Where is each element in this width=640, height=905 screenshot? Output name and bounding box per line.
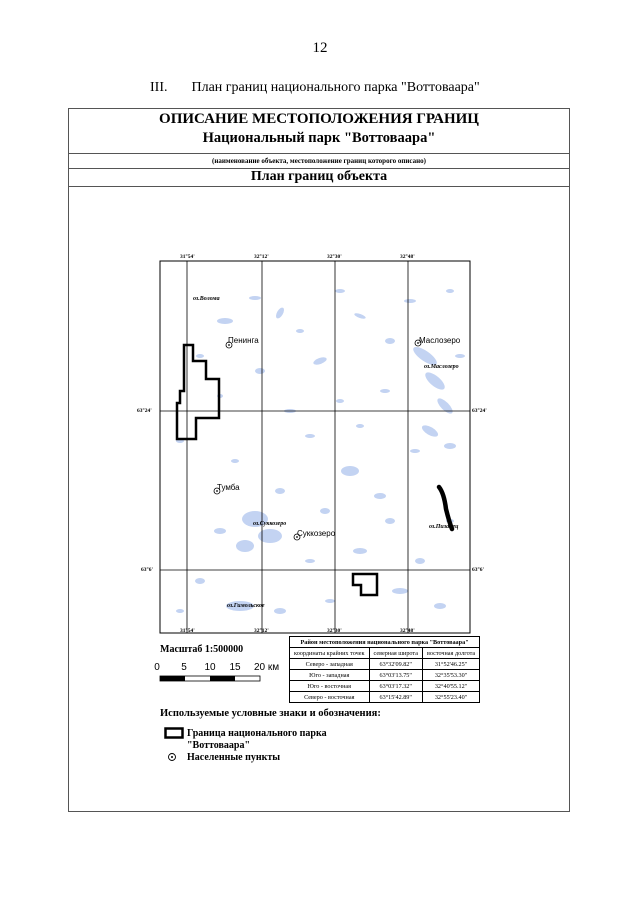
lat-tick-right: 63°24': [472, 408, 487, 414]
plan-title: План границ объекта: [250, 169, 388, 184]
lat-tick-left: 63°24': [137, 408, 152, 414]
table-row: [290, 659, 480, 670]
lake-label: оз.Гимольское: [227, 603, 265, 609]
lake-label: оз.Суккозеро: [253, 521, 287, 527]
lon-tick-bottom: 31°54': [180, 628, 195, 634]
map-frame: [160, 261, 470, 633]
coordinates-table: [289, 636, 480, 703]
table-header: восточная долгота: [422, 648, 479, 659]
boundary-legend-line: Граница национального парка: [187, 728, 327, 739]
legend-title: Используемые условные знаки и обозначения:: [160, 708, 381, 719]
lat-tick-right: 63°6': [472, 567, 484, 573]
table-cell: Юго - восточная: [290, 681, 370, 692]
boundary-legend-label: [187, 728, 327, 752]
scale-bar: [150, 656, 280, 688]
lake-label: оз.Волома: [193, 296, 220, 302]
table-cell: 32°55'23.40": [422, 692, 479, 703]
section-number: III.: [150, 80, 168, 95]
lon-tick-bottom: 32°12': [254, 628, 269, 634]
table-cell: 32°40'55.12": [422, 681, 479, 692]
table-cell: Северо - западная: [290, 659, 370, 670]
header-title: ОПИСАНИЕ МЕСТОПОЛОЖЕНИЯ ГРАНИЦ: [159, 111, 479, 127]
scale-label: 0: [154, 662, 160, 673]
table-cell: 31°52'46.25": [422, 659, 479, 670]
table-row: [290, 681, 480, 692]
scale-label: 15: [229, 662, 241, 673]
lon-tick-top: 31°54': [180, 254, 195, 260]
divider: [69, 186, 569, 187]
settlement-legend-icon: [167, 752, 177, 762]
lon-tick-top: 32°30': [327, 254, 342, 260]
scale-label: 20 км: [254, 662, 280, 673]
object-caption: (наименование объекта, местоположение границ которого описано): [212, 157, 426, 165]
table-caption: Район местоположения национального парка "Воттоваара": [290, 637, 480, 648]
settlement-legend-label: Населенные пункты: [187, 752, 281, 763]
lon-tick-top: 32°12': [254, 254, 269, 260]
table-cell: 63°32'09.82": [369, 659, 422, 670]
boundary-map: [160, 254, 470, 636]
table-row: [290, 670, 480, 681]
table-cell: 63°15'42.89": [369, 692, 422, 703]
scale-title: Масштаб 1:500000: [160, 644, 244, 655]
settlement-label: Маслозеро: [419, 336, 461, 345]
lon-tick-bottom: 32°30': [327, 628, 342, 634]
lon-tick-bottom: 32°48': [400, 628, 415, 634]
lake-label: оз.Пизанец: [429, 524, 459, 530]
object-name: Национальный парк "Воттоваара": [202, 130, 436, 146]
table-cell: 63°03'13.75": [369, 670, 422, 681]
page-number: 12: [312, 40, 328, 56]
section-title-text: План границ национального парка "Воттоваара": [191, 80, 480, 95]
table-header: координаты крайних точек: [290, 648, 370, 659]
scale-label: 5: [181, 662, 187, 673]
lake-label: оз.Маслозеро: [424, 364, 459, 370]
scale-label: 10: [204, 662, 216, 673]
settlement-label: Пенинга: [228, 336, 259, 345]
table-cell: 63°03'17.32": [369, 681, 422, 692]
table-cell: 32°35'53.30": [422, 670, 479, 681]
section-title: [150, 80, 480, 96]
lon-tick-top: 32°48': [400, 254, 415, 260]
table-cell: Юго - западная: [290, 670, 370, 681]
boundary-legend-line: "Воттоваара": [187, 740, 251, 751]
boundary-legend-icon: [164, 727, 184, 739]
table-row: [290, 692, 480, 703]
divider: [69, 153, 569, 154]
settlement-label: Суккозеро: [297, 529, 336, 538]
lat-tick-left: 63°6': [141, 567, 153, 573]
settlement-label: Тумба: [217, 483, 240, 492]
table-cell: Северо - восточная: [290, 692, 370, 703]
table-header: северная широта: [369, 648, 422, 659]
